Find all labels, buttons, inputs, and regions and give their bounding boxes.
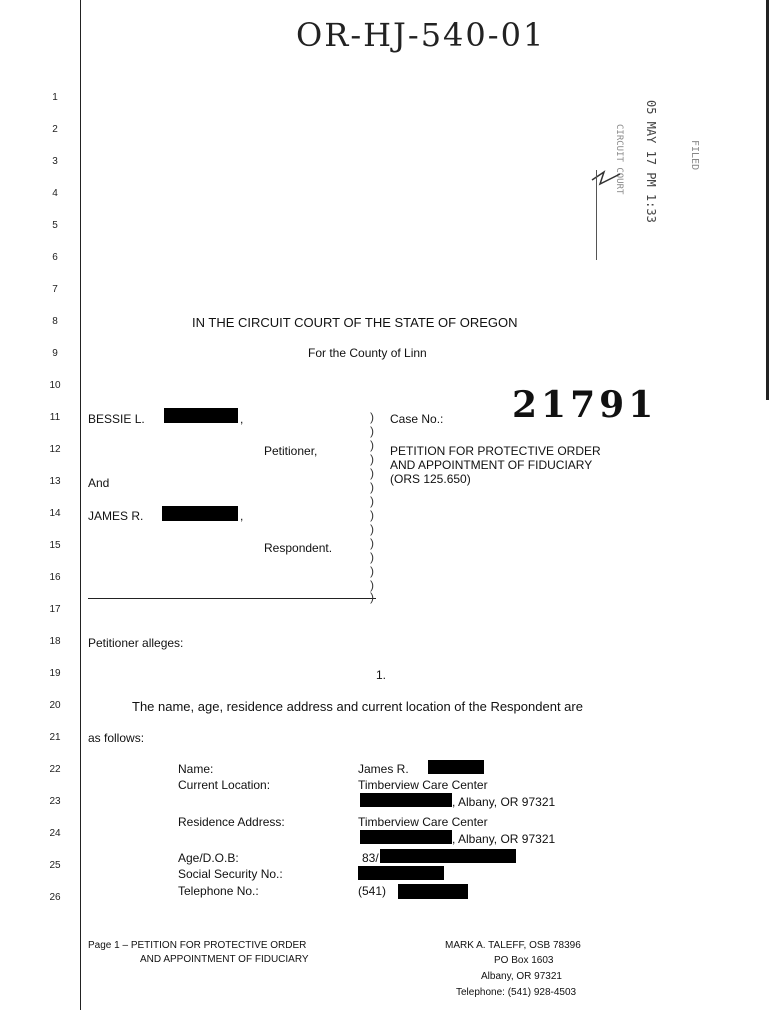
- paren-mark: ): [370, 494, 374, 508]
- line-number: 23: [49, 796, 61, 807]
- caption-and: And: [88, 476, 110, 490]
- comma-mark: ,: [240, 412, 244, 426]
- age-dob-label: Age/D.O.B:: [178, 851, 239, 865]
- line-number: 25: [49, 860, 61, 871]
- line-number: 4: [52, 188, 58, 199]
- line-number: 20: [49, 700, 61, 711]
- handwritten-case-number: OR-HJ-540-01: [296, 16, 546, 54]
- paragraph-line-2: as follows:: [88, 731, 145, 745]
- line-number: 17: [49, 604, 61, 615]
- line-number: 12: [49, 444, 61, 455]
- residence-address-value-1: Timberview Care Center: [358, 815, 488, 829]
- line-number: 24: [49, 828, 61, 839]
- line-number: 21: [49, 732, 61, 743]
- paren-mark: ): [370, 466, 374, 480]
- paren-mark: ): [370, 480, 374, 494]
- petition-title-line-3: (ORS 125.650): [390, 472, 471, 486]
- right-edge-rule: [766, 0, 769, 400]
- footer-right-line-2: PO Box 1603: [494, 955, 554, 966]
- paren-mark: ): [370, 452, 374, 466]
- paren-mark: ): [370, 590, 374, 604]
- footer-left-line-2: AND APPOINTMENT OF FIDUCIARY: [140, 954, 309, 965]
- redaction-box: [398, 884, 468, 899]
- line-number: 13: [49, 476, 61, 487]
- filed-stamp-court: CIRCUIT COURT: [614, 124, 624, 195]
- paren-mark: ): [370, 550, 374, 564]
- residence-address-label: Residence Address:: [178, 815, 285, 829]
- paren-mark: ): [370, 564, 374, 578]
- line-number: 26: [49, 892, 61, 903]
- respondent-role: Respondent.: [264, 541, 333, 555]
- ssn-label: Social Security No.:: [178, 867, 283, 881]
- residence-address-value-2: , Albany, OR 97321: [452, 832, 556, 846]
- redaction-box: [164, 408, 238, 423]
- telephone-label: Telephone No.:: [178, 884, 259, 898]
- footer-right-line-4: Telephone: (541) 928-4503: [456, 987, 577, 998]
- redaction-box: [358, 866, 444, 880]
- paren-mark: ): [370, 578, 374, 592]
- petitioner-name: BESSIE L.: [88, 412, 145, 426]
- name-value: James R.: [358, 762, 409, 776]
- line-number: 3: [52, 156, 58, 167]
- left-margin-rule: [80, 0, 81, 1010]
- paragraph-line-1: The name, age, residence address and current location of the Respondent are: [132, 699, 583, 714]
- redaction-box: [380, 849, 516, 863]
- filed-stamp: [600, 100, 700, 260]
- petition-title-line-2: AND APPOINTMENT OF FIDUCIARY: [390, 458, 593, 472]
- line-number: 11: [49, 412, 61, 423]
- respondent-name: JAMES R.: [88, 509, 144, 523]
- line-number: 15: [49, 540, 61, 551]
- paren-mark: ): [370, 508, 374, 522]
- paren-mark: ): [370, 410, 374, 424]
- caption-bottom-rule: [88, 598, 376, 599]
- stamp-rule: [596, 170, 597, 260]
- line-number: 8: [52, 316, 58, 327]
- section-number: 1.: [376, 668, 387, 682]
- name-label: Name:: [178, 762, 214, 776]
- line-number: 19: [49, 668, 61, 679]
- filed-stamp-date: 05 MAY 17 PM 1:33: [644, 100, 658, 223]
- redaction-box: [428, 760, 484, 774]
- court-county: For the County of Linn: [308, 346, 427, 360]
- footer-right-line-3: Albany, OR 97321: [481, 971, 562, 982]
- current-location-label: Current Location:: [178, 778, 271, 792]
- paren-mark: ): [370, 424, 374, 438]
- redaction-box: [360, 793, 452, 807]
- petitioner-alleges: Petitioner alleges:: [88, 636, 184, 650]
- comma-mark: ,: [240, 509, 244, 523]
- line-number: 1: [52, 92, 58, 103]
- redaction-box: [360, 830, 452, 844]
- current-location-value-2: , Albany, OR 97321: [452, 795, 556, 809]
- case-no-value: 21791: [512, 384, 658, 426]
- line-number: 16: [49, 572, 61, 583]
- line-number: 2: [52, 124, 58, 135]
- footer-left-line-1: Page 1 – PETITION FOR PROTECTIVE ORDER: [88, 940, 307, 951]
- line-number: 14: [49, 508, 61, 519]
- footer-right-line-1: MARK A. TALEFF, OSB 78396: [445, 940, 581, 951]
- line-number: 5: [52, 220, 58, 231]
- line-number: 7: [52, 284, 58, 295]
- filed-stamp-label: FILED: [689, 140, 700, 171]
- line-number: 18: [49, 636, 61, 647]
- line-number: 9: [52, 348, 58, 359]
- petitioner-role: Petitioner,: [264, 444, 318, 458]
- line-number: 10: [49, 380, 61, 391]
- paren-mark: ): [370, 522, 374, 536]
- court-title: IN THE CIRCUIT COURT OF THE STATE OF OREGON: [192, 315, 518, 330]
- line-number: 6: [52, 252, 58, 263]
- case-no-label: Case No.:: [390, 412, 444, 426]
- line-number: 22: [49, 764, 61, 775]
- paren-mark: ): [370, 536, 374, 550]
- redaction-box: [162, 506, 238, 521]
- telephone-value: (541): [358, 884, 387, 898]
- age-dob-value: 83/: [362, 851, 379, 865]
- paren-mark: ): [370, 438, 374, 452]
- current-location-value-1: Timberview Care Center: [358, 778, 488, 792]
- petition-title-line-1: PETITION FOR PROTECTIVE ORDER: [390, 444, 601, 458]
